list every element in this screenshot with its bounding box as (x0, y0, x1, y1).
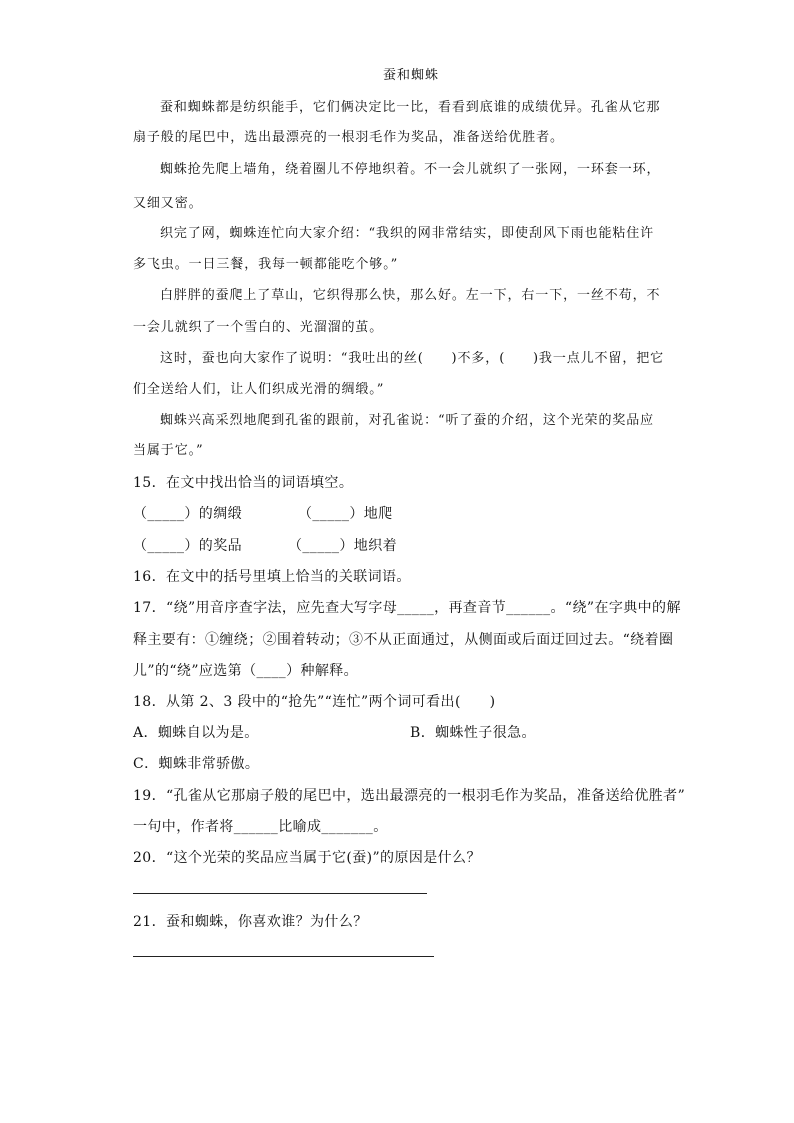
question-21: 21．蚕和蜘蛛，你喜欢谁？为什么？ (133, 914, 368, 930)
passage-line: 又细又密。 (133, 196, 203, 211)
answer-blank[interactable]: （_____）地织着 (288, 538, 397, 554)
answer-blank[interactable]: （_____）地爬 (298, 506, 393, 522)
answer-blank[interactable]: （_____）的绸缎 (133, 506, 242, 522)
option-b[interactable]: B．蜘蛛性子很急。 (410, 725, 536, 741)
passage-line: 这时，蚕也向大家作了说明：“我吐出的丝( )不多，( )我一点儿不留，把它 (160, 351, 665, 366)
question-17: 17．“绕”用音序查字法，应先查大写字母_____，再查音节______。“绕”在字典中的解 (133, 600, 681, 616)
option-c[interactable]: C．蜘蛛非常骄傲。 (133, 756, 260, 772)
passage-line: 当属于它。” (133, 443, 204, 458)
passage-line: 一会儿就织了一个雪白的、光溜溜的茧。 (133, 320, 384, 335)
question-17: 儿”的“绕”应选第（____）种解释。 (133, 663, 359, 679)
answer-line[interactable] (133, 893, 427, 894)
passage-line: 白胖胖的蚕爬上了草山，它织得那么快，那么好。左一下，右一下，一丝不苟，不 (160, 288, 661, 303)
passage-line: 们全送给人们，让人们织成光滑的绸缎。” (133, 382, 385, 397)
passage-line: 蜘蛛兴高采烈地爬到孔雀的跟前，对孔雀说：“听了蚕的介绍，这个光荣的奖品应 (160, 413, 655, 428)
option-a[interactable]: A．蜘蛛自以为是。 (133, 725, 259, 741)
answer-line[interactable] (133, 956, 434, 957)
passage-line: 多飞虫。一日三餐，我每一顿都能吃个够。” (133, 257, 399, 272)
passage-line: 扇子般的尾巴中，选出最漂亮的一根羽毛作为奖品，准备送给优胜者。 (133, 130, 564, 145)
passage-line: 织完了网，蜘蛛连忙向大家介绍：“我织的网非常结实，即使刮风下雨也能粘住许 (160, 226, 655, 241)
passage-line: 蚕和蜘蛛都是纺织能手，它们俩决定比一比，看看到底谁的成绩优异。孔雀从它那 (160, 100, 661, 115)
passage-line: 蜘蛛抢先爬上墙角，绕着圈儿不停地织着。不一会儿就织了一张网，一环套一环， (160, 162, 661, 177)
question-18: 18．从第 2、3 段中的“抢先”“连忙”两个词可看出( ) (133, 694, 496, 710)
question-20: 20．“这个光荣的奖品应当属于它(蚕)”的原因是什么？ (133, 850, 481, 866)
question-19: 一句中，作者将______比喻成_______。 (133, 819, 388, 835)
question-15: 15．在文中找出恰当的词语填空。 (133, 475, 354, 491)
passage-title: 蚕和蜘蛛 (383, 68, 440, 83)
question-17: 释主要有：①缠绕；②围着转动；③不从正面通过，从侧面或后面迂回过去。“绕着圈 (133, 632, 674, 648)
answer-blank[interactable]: （_____）的奖品 (133, 538, 242, 554)
question-19: 19．“孔雀从它那扇子般的尾巴中，选出最漂亮的一根羽毛作为奖品，准备送给优胜者” (133, 788, 686, 804)
question-16: 16．在文中的括号里填上恰当的关联词语。 (133, 569, 411, 585)
